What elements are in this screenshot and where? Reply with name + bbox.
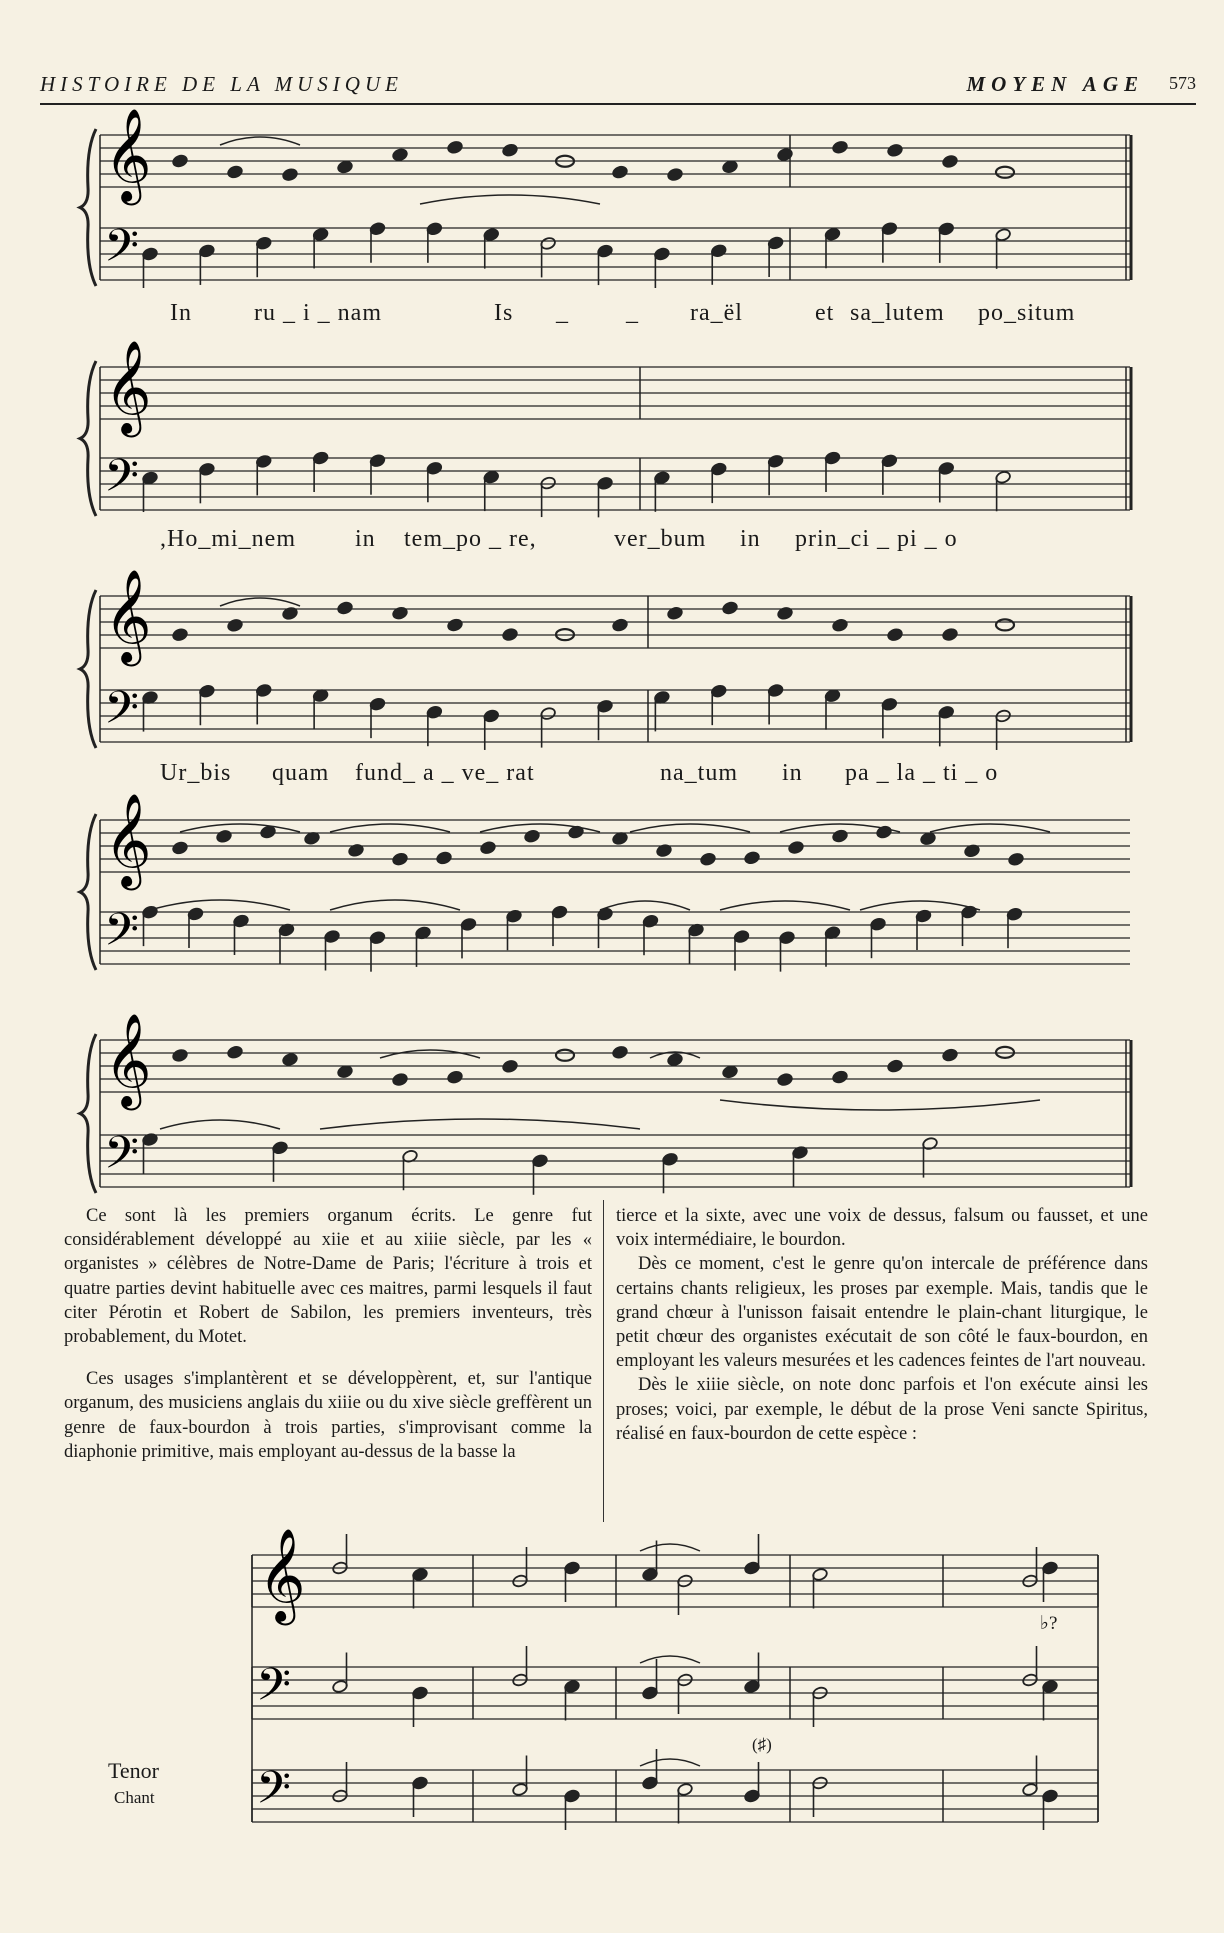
note-quarter — [612, 618, 629, 632]
lyric-syllable: na_tum — [660, 760, 738, 786]
note-quarter — [502, 143, 519, 157]
paragraph-text: Ces usages s'implantèrent et se développèrent, et, sur l'antique organum, des musiciens anglais du xiiie ou du xive siècle greffèrent un genre de faux-bourdon à trois parties, s'improvisant comme la diaphonie primitive, mais employant au-dessus de la basse la — [64, 1369, 592, 1462]
slur — [330, 900, 460, 910]
brace — [80, 1034, 96, 1193]
note-quarter — [216, 829, 233, 843]
running-head-left: HISTOIRE DE LA MUSIQUE — [40, 72, 403, 96]
lyric-syllable: in — [740, 526, 761, 552]
note-quarter — [172, 841, 189, 855]
note-quarter — [777, 1073, 794, 1087]
note-quarter — [227, 165, 244, 179]
note-quarter — [436, 851, 453, 865]
slur — [930, 824, 1050, 832]
slur — [860, 901, 980, 910]
running-head-right: MOYEN AGE — [966, 72, 1144, 96]
note-quarter — [612, 1045, 629, 1059]
paragraph-text: Ce sont là les premiers organum écrits. Le genre fut considérablement développé au xiie et au xiiie siècle, par les « organistes » célèbres de Notre-Dame de Paris; l'écriture à trois et quatre parties devint habituelle avec ces maitres, parmi lesquels il faut citer Pérotin et Robert de Sabilon, les premiers inventeurs, très probablement, du Motet. — [64, 1206, 592, 1348]
note-quarter — [744, 851, 761, 865]
note-quarter — [722, 1065, 739, 1079]
lyric-syllable: ra_ël — [690, 300, 743, 326]
note-quarter — [667, 606, 684, 620]
lyric-syllable: tem_po _ re, — [404, 526, 537, 552]
paragraph — [616, 1204, 1148, 1252]
slur — [330, 824, 450, 832]
lyric-syllable: Ur_bis — [160, 760, 232, 786]
note-quarter — [392, 1072, 409, 1086]
page-number: 573 — [1169, 73, 1196, 93]
note-quarter — [667, 1053, 684, 1067]
slur — [630, 824, 750, 832]
note-quarter — [700, 852, 717, 866]
note-quarter — [722, 601, 739, 615]
note-quarter — [832, 618, 849, 632]
slur — [600, 901, 690, 910]
slur — [420, 195, 600, 204]
treble-clef: 𝄞 — [104, 1012, 152, 1107]
text-column-left — [64, 1204, 592, 1464]
note-quarter — [788, 840, 805, 854]
slur — [380, 1050, 480, 1058]
lyric-syllable: et — [815, 300, 835, 326]
treble-clef: 𝄞 — [104, 792, 152, 887]
paragraph — [64, 1367, 592, 1464]
note-quarter — [942, 1048, 959, 1062]
bass-clef: 𝄢 — [256, 1760, 292, 1825]
lyric-syllable: quam — [272, 760, 330, 786]
note-whole — [996, 1047, 1014, 1058]
lyric-syllable: po_situm — [978, 300, 1076, 326]
slur — [160, 1120, 280, 1129]
slur — [180, 824, 300, 832]
note-quarter — [524, 829, 541, 843]
note-quarter — [832, 140, 849, 154]
slur — [320, 1119, 640, 1129]
note-quarter — [172, 1048, 189, 1062]
paragraph-text: tierce et la sixte, avec une voix de dessus, falsum ou fausset, et une voix intermédiaire, le bourdon. — [616, 1206, 1148, 1251]
note-quarter — [887, 628, 904, 642]
slur — [640, 1656, 700, 1663]
note-quarter — [942, 627, 959, 641]
note-quarter — [447, 140, 464, 154]
note-quarter — [282, 1052, 299, 1066]
note-quarter — [172, 628, 189, 642]
note-quarter — [172, 154, 189, 168]
note-quarter — [1008, 852, 1025, 866]
treble-clef: 𝄞 — [104, 339, 152, 434]
lyric-syllable: ,Ho_mi_nem — [160, 526, 296, 552]
slur — [720, 1100, 1040, 1110]
lyric-syllable: Is — [494, 300, 514, 326]
note-quarter — [777, 148, 794, 162]
note-quarter — [887, 143, 904, 157]
bass-clef: 𝄢 — [104, 680, 140, 745]
bass-clef: 𝄢 — [104, 902, 140, 967]
brace — [80, 361, 96, 516]
slur — [720, 901, 850, 910]
paragraph — [616, 1373, 1148, 1446]
note-quarter — [392, 606, 409, 620]
sharp-mark: (♯) — [752, 1735, 772, 1754]
paragraph — [616, 1252, 1148, 1373]
note-quarter — [612, 165, 629, 179]
paragraph-text: Dès le xiiie siècle, on note donc parfois et l'on exécute ainsi les proses; voici, par exemple, le début de la prose Veni sancte Spiritus, réalisé en faux-bourdon de cette espèce : — [616, 1375, 1148, 1444]
note-quarter — [392, 852, 409, 866]
paragraph — [64, 1204, 592, 1349]
brace — [80, 129, 96, 286]
bass-clef: 𝄢 — [256, 1657, 292, 1722]
text-column-right — [616, 1204, 1148, 1446]
note-quarter — [337, 160, 354, 174]
slur — [150, 900, 290, 910]
note-quarter — [942, 154, 959, 168]
lyric-syllable: fund_ a _ ve_ rat — [355, 760, 535, 786]
treble-clef: 𝄞 — [104, 568, 152, 663]
note-quarter — [887, 1059, 904, 1073]
slur — [220, 598, 300, 606]
lyric-syllable: in — [355, 526, 376, 552]
note-quarter — [832, 1070, 849, 1084]
note-quarter — [447, 1070, 464, 1084]
lyric-syllable: prin_ci _ pi _ o — [795, 526, 958, 552]
note-quarter — [282, 168, 299, 182]
chant-label: Chant — [114, 1788, 155, 1807]
note-quarter — [832, 829, 849, 843]
treble-clef: 𝄞 — [258, 1527, 306, 1622]
note-quarter — [337, 601, 354, 615]
lyric-syllable: sa_lutem — [850, 300, 945, 326]
flat-query-mark: ♭? — [1040, 1613, 1058, 1634]
note-quarter — [480, 841, 497, 855]
note-whole — [996, 619, 1014, 630]
tenor-label: Tenor — [108, 1758, 159, 1783]
bass-clef: 𝄢 — [104, 448, 140, 513]
note-quarter — [447, 618, 464, 632]
note-quarter — [227, 1045, 244, 1059]
brace — [80, 590, 96, 748]
lyric-syllable: _ — [556, 300, 569, 326]
treble-clef: 𝄞 — [104, 107, 152, 202]
lyric-syllable: in — [782, 760, 803, 786]
note-quarter — [920, 832, 937, 846]
note-quarter — [227, 618, 244, 632]
slur — [640, 1544, 700, 1551]
brace — [80, 814, 96, 970]
note-quarter — [392, 148, 409, 162]
bass-clef: 𝄢 — [104, 1125, 140, 1190]
note-quarter — [337, 1065, 354, 1079]
note-quarter — [502, 627, 519, 641]
lyric-syllable: _ — [626, 300, 639, 326]
note-whole — [556, 1050, 574, 1061]
lyric-syllable: In — [170, 300, 192, 326]
bass-clef: 𝄢 — [104, 218, 140, 283]
paragraph-text: Dès ce moment, c'est le genre qu'on intercale de préférence dans certains chants religieux, les proses par exemple. Mais, tandis que le grand chœur à l'unisson faisait entendre le plain-chant liturgique, le petit chœur des organistes exécutait de son côté le faux-bourdon, en employant les valeurs mesurées et les cadences feintes de l'art nouveau. — [616, 1254, 1148, 1372]
slur — [640, 1759, 700, 1766]
lyric-syllable: ru _ i _ nam — [254, 300, 382, 326]
note-quarter — [722, 160, 739, 174]
note-quarter — [667, 167, 684, 181]
lyric-syllable: ver_bum — [614, 526, 707, 552]
lyric-syllable: pa _ la _ ti _ o — [845, 760, 999, 786]
slur — [220, 137, 300, 145]
note-whole — [996, 167, 1014, 178]
column-divider — [603, 1200, 604, 1522]
note-quarter — [502, 1059, 519, 1073]
